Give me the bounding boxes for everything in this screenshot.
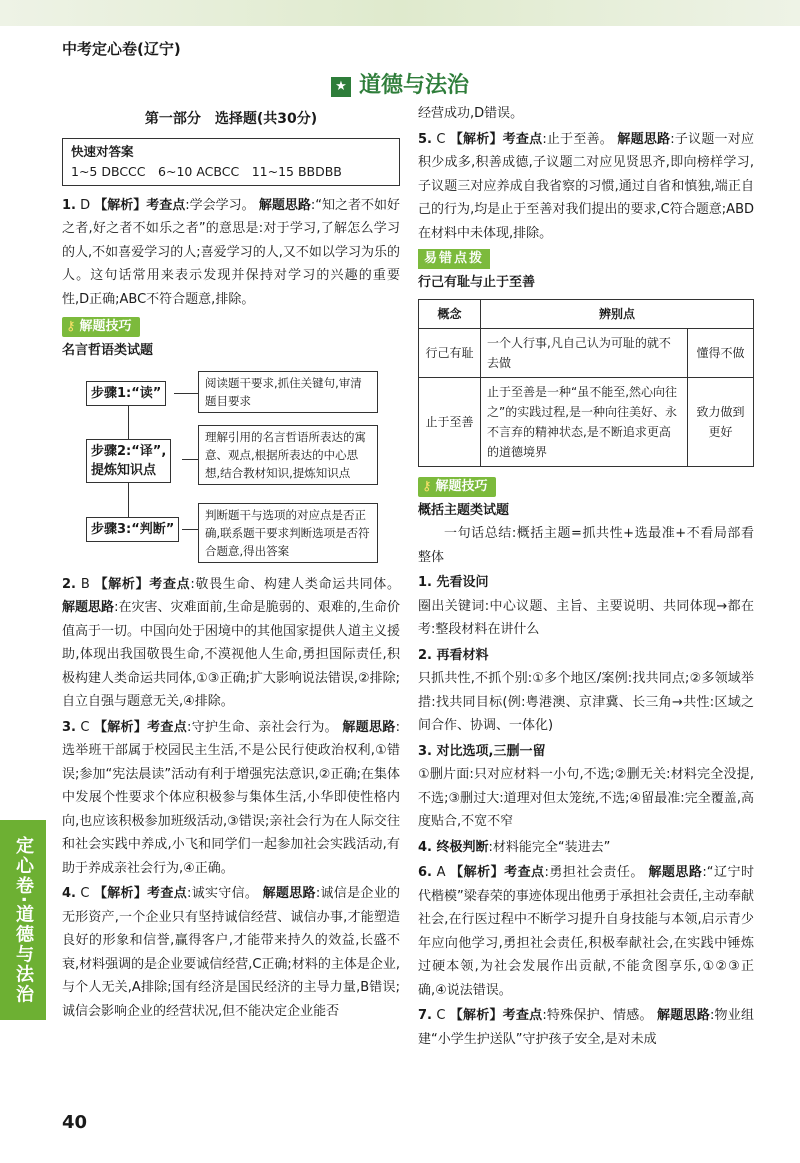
analysis-tag: 【解析】考查点 bbox=[94, 576, 191, 592]
key-icon: ⚷ bbox=[66, 319, 76, 334]
quick-answer-box bbox=[62, 138, 400, 186]
table-cell: 懂得不做 bbox=[688, 328, 754, 377]
approach-tag: 解题思路 bbox=[657, 1008, 710, 1023]
flow-desc-3: 判断题干与选项的对应点是否正确,联系题干要求判断选项是否符合题意,得出答案 bbox=[198, 503, 378, 563]
step-heading: 4. 终极判断 bbox=[418, 839, 489, 855]
flow-connector bbox=[128, 483, 129, 517]
approach-text: :选举班干部属于校园民主生活,不是公民行使政治权利,①错误;参加“宪法晨读”活动有利于增强宪法意识,②正确;在集体中发展个性要求个体应积极参与集体生活,小华即使性格内向,也应该积极参加班级活动,③错误;亲社会行为在人际交往和社会实践中养成,小飞和同学们一起参加社会实践活动,有助于养成亲社会行为,④正确。 bbox=[62, 719, 400, 876]
approach-tag: 解题思路 bbox=[342, 719, 396, 735]
topic-text: :敬畏生命、构建人类命运共同体。 bbox=[190, 576, 400, 592]
step-body: 只抓共性,不抓个别:①多个地区/案例:找共同点;②多领域举措:找共同目标(例:粤港澳、京津冀、长三角→共性:区域之间合作、协调、一体化) bbox=[418, 671, 754, 733]
answer-letter: C bbox=[80, 719, 90, 735]
approach-tag: 解题思路 bbox=[262, 886, 316, 901]
approach-text: :在灾害、灾难面前,生命是脆弱的、艰难的,生命价值高于一切。中国向处于困境中的其他国家提供人道主义援助,体现出我国敬畏生命,不漠视他人生命,勇担国际责任,积极构建人类命运共同体,①③正确;扩大影响说法错误,②排除;自立自强与题意无关,④排除。 bbox=[62, 600, 401, 709]
step-body: :材料能完全“装进去” bbox=[488, 839, 611, 855]
solving-tip-tag bbox=[418, 477, 496, 497]
part-title: 第一部分 选择题(共30分) bbox=[144, 111, 318, 127]
question-number: 2. bbox=[62, 576, 76, 592]
topic-text: :特殊保护、情感。 bbox=[542, 1008, 653, 1023]
approach-tag: 解题思路 bbox=[648, 865, 703, 880]
approach-tag: 解题思路 bbox=[62, 600, 115, 615]
step-body: ①删片面:只对应材料一小句,不选;②删无关:材料完全没提,不选;③删过大:道理对但太笼统,不选;④留最准:完全覆盖,高度贴合,不宽不窄 bbox=[418, 767, 754, 829]
approach-text: :“辽宁时代楷模”梁春荣的事迹体现出他勇于承担社会责任,主动奉献社会,在行医过程中不断学习提升自身技能与本领,启示青少年应向他学习,勇担社会责任,积极奉献社会,在实践中锤炼过硬本领,为社会发展作出贡献,不能贪图享乐,①②③正确,④说法错误。 bbox=[418, 865, 754, 998]
approach-text: :子议题一对应积少成多,积善成德,子议题二对应见贤思齐,即向榜样学习,子议题三对应养成自我省察的习惯,通过自省和慎独,端正自己的行为,均是止于至善对我们提出的要求,C符合题意;ABD在材料中未体现,排除。 bbox=[418, 131, 754, 241]
flow-step-2-line2: 提炼知识点 bbox=[91, 462, 157, 478]
step-body: 圈出关键词:中心议题、主旨、主要说明、共同体现→都在考:整段材料在讲什么 bbox=[418, 598, 754, 637]
topic-text: :勇担社会责任。 bbox=[544, 865, 644, 880]
flow-connector bbox=[182, 459, 198, 460]
table-header-row bbox=[419, 299, 754, 328]
question-number: 7. bbox=[418, 1008, 432, 1023]
answer-letter: A bbox=[436, 865, 446, 880]
topic-text: :守护生命、亲社会行为。 bbox=[187, 719, 338, 735]
question-number: 3. bbox=[62, 719, 76, 735]
table-row bbox=[419, 328, 754, 377]
flow-step-2 bbox=[86, 439, 171, 483]
subject-title-text: 道德与法治 bbox=[358, 73, 469, 98]
step-heading: 2. 再看材料 bbox=[418, 647, 489, 663]
subject-title bbox=[0, 68, 800, 99]
question-7-explanation bbox=[418, 1004, 754, 1051]
flow-desc-1: 阅读题干要求,抓住关键句,审清题目要求 bbox=[198, 371, 378, 413]
table-header: 辨别点 bbox=[481, 299, 754, 328]
solving-tip-label: 解题技巧 bbox=[79, 319, 132, 334]
solving-tip-tag bbox=[62, 317, 140, 337]
answer-letter: B bbox=[80, 576, 90, 592]
question-number: 5. bbox=[418, 131, 432, 147]
question-number: 6. bbox=[418, 865, 432, 880]
analysis-tag: 【解析】考查点 bbox=[94, 197, 186, 213]
answer-letter: D bbox=[80, 197, 91, 213]
analysis-tag: 【解析】考查点 bbox=[93, 719, 188, 735]
question-number: 4. bbox=[62, 886, 76, 901]
right-column bbox=[418, 102, 754, 1053]
summary-text: 一句话总结:概括主题=抓共性+选最准+不看局部看整体 bbox=[418, 526, 754, 565]
error-tip-tag: 易错点拨 bbox=[418, 249, 490, 269]
flow-step-3: 步骤3:“判断” bbox=[86, 517, 179, 542]
step-4 bbox=[418, 836, 754, 860]
question-3-explanation bbox=[62, 716, 400, 881]
question-6-explanation bbox=[418, 861, 754, 1002]
step-heading: 3. 对比选项,三删一留 bbox=[418, 743, 546, 759]
topic-text: :学会学习。 bbox=[185, 197, 255, 213]
question-4-continuation: 经营成功,D错误。 bbox=[418, 106, 524, 121]
table-cell: 致力做到更好 bbox=[688, 377, 754, 466]
table-cell: 一个人行事,凡自己认为可耻的就不去做 bbox=[481, 328, 688, 377]
question-5-explanation bbox=[418, 128, 754, 246]
flow-connector bbox=[174, 393, 198, 394]
table-cell: 止于至善是一种“虽不能至,然心向往之”的实践过程,是一种向往美好、永不言弃的精神状态,是不断追求更高的道德境界 bbox=[481, 377, 688, 466]
question-4-explanation bbox=[62, 882, 400, 1023]
key-icon: ⚷ bbox=[422, 478, 432, 494]
star-badge-icon: ★ bbox=[331, 77, 351, 97]
topic-text: :诚实守信。 bbox=[187, 886, 259, 901]
analysis-tag: 【解析】考查点 bbox=[450, 865, 545, 880]
approach-tag: 解题思路 bbox=[258, 197, 311, 213]
flow-step-1: 步骤1:“读” bbox=[86, 381, 166, 406]
approach-text: :“知之者不如好之者,好之者不如乐之者”的意思是:对于学习,了解怎么学习的人,不如喜爱学习的人;喜爱学习的人,又不如以学习为乐的人。这句话常用来表示发现并保持对学习的兴趣的重要性,D正确;ABC不符合题意,排除。 bbox=[62, 197, 400, 307]
error-tip-title: 行己有耻与止于至善 bbox=[418, 275, 536, 290]
table-row bbox=[419, 377, 754, 466]
approach-tag: 解题思路 bbox=[617, 131, 671, 147]
analysis-tag: 【解析】考查点 bbox=[449, 131, 543, 147]
page-number: 40 bbox=[62, 1112, 88, 1133]
flow-step-2-line1: 步骤2:“译”, bbox=[91, 443, 167, 459]
analysis-tag: 【解析】考查点 bbox=[449, 1008, 543, 1023]
side-tab: 定心卷·道德与法治 bbox=[0, 820, 46, 1020]
approach-text: :物业组建“小学生护送队”守护孩子安全,是对未成 bbox=[418, 1008, 754, 1047]
left-column bbox=[62, 108, 400, 1025]
solving-tip-label: 解题技巧 bbox=[435, 478, 488, 494]
top-decorative-band bbox=[0, 0, 800, 26]
question-1-explanation bbox=[62, 194, 400, 312]
flow-connector bbox=[128, 405, 129, 439]
answer-letter: C bbox=[436, 1008, 446, 1023]
quick-answer-line: 1~5 DBCCC 6~10 ACBCC 11~15 BBDBB bbox=[71, 163, 342, 179]
question-number: 1. bbox=[62, 197, 76, 213]
comparison-table bbox=[418, 299, 754, 467]
tip-title: 概括主题类试题 bbox=[418, 502, 510, 518]
flow-connector bbox=[182, 529, 198, 530]
topic-text: :止于至善。 bbox=[542, 131, 614, 147]
approach-text: :诚信是企业的无形资产,一个企业只有坚持诚信经营、诚信办事,才能塑造良好的形象和信誉,赢得客户,才能带来持久的效益,长盛不衰,材料强调的是企业要诚信经营,C正确;材料的主体是企业,与个人无关,A排除;国有经济是国民经济的主导力量,B错误;诚信会影响企业的经营状况,但不能决定企业能否 bbox=[62, 886, 400, 1019]
series-header: 中考定心卷(辽宁) bbox=[62, 40, 181, 58]
table-header: 概念 bbox=[419, 299, 481, 328]
analysis-tag: 【解析】考查点 bbox=[93, 886, 188, 901]
steps-flowchart bbox=[62, 367, 400, 567]
table-cell: 行己有耻 bbox=[419, 328, 481, 377]
flow-desc-2: 理解引用的名言哲语所表达的寓意、观点,根据所表达的中心思想,结合教材知识,提炼知识点 bbox=[198, 425, 378, 485]
table-cell: 止于至善 bbox=[419, 377, 481, 466]
quick-answer-label: 快速对答案 bbox=[71, 143, 134, 159]
answer-letter: C bbox=[436, 131, 446, 147]
tip-title: 名言哲语类试题 bbox=[62, 343, 154, 358]
step-heading: 1. 先看设问 bbox=[418, 575, 489, 590]
answer-letter: C bbox=[80, 886, 90, 901]
question-2-explanation bbox=[62, 573, 400, 714]
